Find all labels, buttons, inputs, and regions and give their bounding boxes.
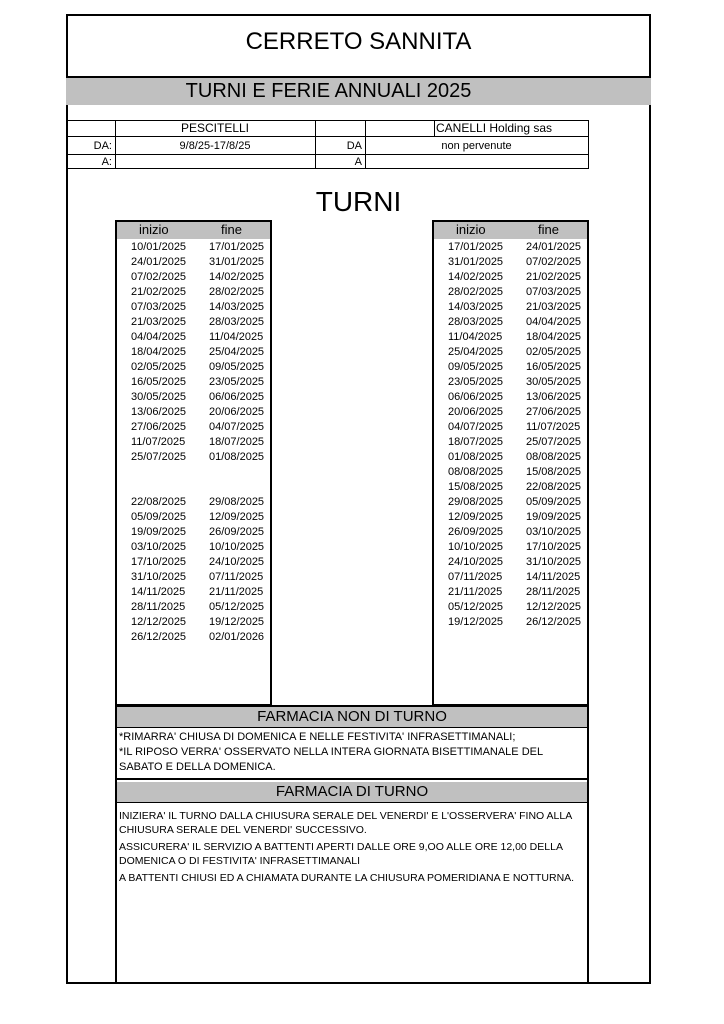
grid-line <box>66 136 589 137</box>
turno-end-date: 07/02/2025 <box>526 256 582 268</box>
table-row <box>434 555 587 570</box>
col-header-end: fine <box>538 222 559 237</box>
turno-start-date: 06/06/2025 <box>448 391 504 403</box>
table-row <box>117 555 270 570</box>
table-row <box>117 300 270 315</box>
turno-start-date: 21/02/2025 <box>131 286 187 298</box>
turno-end-date: 17/01/2025 <box>209 241 265 253</box>
turno-end-date: 18/04/2025 <box>526 331 582 343</box>
table-row <box>434 315 587 330</box>
pharmacy-right-name: CANELLI Holding sas <box>436 121 553 135</box>
pharmacy-left-name: PESCITELLI <box>180 121 250 135</box>
page-subtitle: TURNI E FERIE ANNUALI 2025 <box>185 80 472 102</box>
table-row <box>117 480 270 495</box>
table-row <box>434 540 587 555</box>
grid-line <box>588 120 589 168</box>
turno-end-date: 15/08/2025 <box>526 466 582 478</box>
table-row <box>434 495 587 510</box>
turno-end-date: 08/08/2025 <box>526 451 582 463</box>
turno-start-date: 10/01/2025 <box>131 241 187 253</box>
non-di-turno-section <box>115 705 589 780</box>
turno-end-date: 16/05/2025 <box>526 361 582 373</box>
turno-end-date: 07/03/2025 <box>526 286 582 298</box>
turno-end-date: 26/09/2025 <box>209 526 265 538</box>
turno-end-date: 31/10/2025 <box>526 556 582 568</box>
rule-line: *RIMARRA' CHIUSA DI DOMENICA E NELLE FESTIVITA' INFRASETTIMANALI; <box>119 731 516 743</box>
table-row <box>117 420 270 435</box>
turno-end-date: 02/01/2026 <box>209 631 265 643</box>
da-label-left: DA: <box>93 140 112 152</box>
table-row <box>117 600 270 615</box>
turni-table-left <box>115 220 272 706</box>
turno-start-date: 04/04/2025 <box>131 331 187 343</box>
table-row <box>117 375 270 390</box>
turno-end-date: 04/07/2025 <box>209 421 265 433</box>
turno-start-date: 12/09/2025 <box>448 511 504 523</box>
col-header-end: fine <box>221 222 242 237</box>
table-row <box>434 570 587 585</box>
turno-start-date: 14/11/2025 <box>131 586 186 598</box>
turno-start-date: 18/07/2025 <box>448 436 504 448</box>
turno-end-date: 28/03/2025 <box>209 316 265 328</box>
table-row <box>117 360 270 375</box>
turno-start-date: 14/03/2025 <box>448 301 504 313</box>
turno-end-date: 03/10/2025 <box>526 526 582 538</box>
turno-start-date: 28/03/2025 <box>448 316 504 328</box>
table-row <box>117 390 270 405</box>
turni-heading: TURNI <box>315 186 402 217</box>
turno-start-date: 19/09/2025 <box>131 526 187 538</box>
turno-start-date: 12/12/2025 <box>131 616 187 628</box>
subtitle-bar <box>66 78 651 105</box>
table-row <box>434 450 587 465</box>
turni-rows-left <box>117 240 270 700</box>
table-row <box>434 240 587 255</box>
turno-end-date: 17/10/2025 <box>526 541 582 553</box>
turno-start-date: 27/06/2025 <box>131 421 187 433</box>
table-header <box>117 222 270 239</box>
turno-end-date: 29/08/2025 <box>209 496 265 508</box>
page-title: CERRETO SANNITA <box>245 28 472 55</box>
turno-end-date: 27/06/2025 <box>526 406 582 418</box>
turno-start-date: 15/08/2025 <box>448 481 504 493</box>
section-heading: FARMACIA DI TURNO <box>117 782 587 803</box>
table-row <box>117 540 270 555</box>
turno-start-date: 24/10/2025 <box>448 556 504 568</box>
table-row <box>117 525 270 540</box>
turno-start-date: 21/11/2025 <box>448 586 503 598</box>
turno-start-date: 09/05/2025 <box>448 361 504 373</box>
table-row <box>434 600 587 615</box>
rule-paragraph: ASSICURERA' IL SERVIZIO A BATTENTI APERTI DALLE ORE 9,OO ALLE ORE 12,00 DELLA DOMENICA O DI FESTIVITA' INFRASETTIMANALI <box>119 841 563 867</box>
turno-start-date: 25/04/2025 <box>448 346 504 358</box>
turno-end-date: 28/11/2025 <box>526 586 581 598</box>
col-header-start: inizio <box>139 222 169 237</box>
table-row <box>117 345 270 360</box>
turno-start-date: 18/04/2025 <box>131 346 187 358</box>
grid-line <box>434 120 435 136</box>
table-row <box>117 450 270 465</box>
turno-start-date: 05/12/2025 <box>448 601 504 613</box>
turno-end-date: 31/01/2025 <box>209 256 265 268</box>
turno-start-date: 26/12/2025 <box>131 631 187 643</box>
table-row <box>434 390 587 405</box>
table-row <box>434 435 587 450</box>
turno-end-date: 01/08/2025 <box>209 451 265 463</box>
da-label-right: DA <box>346 140 362 152</box>
table-row <box>117 405 270 420</box>
turno-end-date: 25/07/2025 <box>526 436 582 448</box>
col-header-start: inizio <box>456 222 486 237</box>
turno-start-date: 07/03/2025 <box>131 301 187 313</box>
turno-start-date: 31/01/2025 <box>448 256 504 268</box>
turno-end-date: 24/10/2025 <box>209 556 265 568</box>
turno-start-date: 30/05/2025 <box>131 391 187 403</box>
turno-end-date: 21/02/2025 <box>526 271 582 283</box>
turno-end-date: 18/07/2025 <box>209 436 265 448</box>
turni-table-right <box>432 220 589 706</box>
table-row <box>434 525 587 540</box>
turno-start-date: 05/09/2025 <box>131 511 187 523</box>
turno-start-date: 29/08/2025 <box>448 496 504 508</box>
turno-end-date: 06/06/2025 <box>209 391 265 403</box>
table-row <box>117 495 270 510</box>
turno-start-date: 11/04/2025 <box>448 331 503 343</box>
turno-end-date: 07/11/2025 <box>209 571 264 583</box>
table-row <box>434 270 587 285</box>
table-row <box>117 270 270 285</box>
table-row <box>117 285 270 300</box>
turno-end-date: 12/12/2025 <box>526 601 582 613</box>
a-label-left: A: <box>101 156 112 168</box>
turno-start-date: 31/10/2025 <box>131 571 187 583</box>
turno-end-date: 12/09/2025 <box>209 511 265 523</box>
turno-start-date: 19/12/2025 <box>448 616 504 628</box>
turno-end-date: 20/06/2025 <box>209 406 265 418</box>
turno-end-date: 19/09/2025 <box>526 511 582 523</box>
turno-start-date: 11/07/2025 <box>131 436 186 448</box>
turno-start-date: 20/06/2025 <box>448 406 504 418</box>
table-row <box>434 465 587 480</box>
turno-start-date: 25/07/2025 <box>131 451 187 463</box>
turno-end-date: 22/08/2025 <box>526 481 582 493</box>
turno-start-date: 07/11/2025 <box>448 571 503 583</box>
table-row <box>117 570 270 585</box>
table-row <box>434 375 587 390</box>
table-row <box>434 255 587 270</box>
turno-end-date: 14/02/2025 <box>209 271 265 283</box>
turno-end-date: 25/04/2025 <box>209 346 265 358</box>
table-row <box>434 510 587 525</box>
turno-start-date: 02/05/2025 <box>131 361 187 373</box>
turno-end-date: 11/04/2025 <box>209 331 264 343</box>
turno-start-date: 28/02/2025 <box>448 286 504 298</box>
turno-start-date: 10/10/2025 <box>448 541 504 553</box>
table-row <box>434 330 587 345</box>
ferie-period-right: non pervenute <box>441 140 512 152</box>
table-header <box>434 222 587 239</box>
table-row <box>434 345 587 360</box>
turno-start-date: 17/01/2025 <box>448 241 504 253</box>
table-row <box>434 300 587 315</box>
table-row <box>434 480 587 495</box>
table-row <box>117 330 270 345</box>
turno-start-date: 03/10/2025 <box>131 541 187 553</box>
table-row <box>117 630 270 645</box>
turno-start-date: 07/02/2025 <box>131 271 187 283</box>
turno-end-date: 04/04/2025 <box>526 316 582 328</box>
table-row <box>117 585 270 600</box>
turno-end-date: 14/11/2025 <box>526 571 581 583</box>
di-turno-section <box>115 778 589 984</box>
table-row <box>117 615 270 630</box>
turno-start-date: 21/03/2025 <box>131 316 187 328</box>
turno-start-date: 01/08/2025 <box>448 451 504 463</box>
turno-start-date: 23/05/2025 <box>448 376 504 388</box>
table-row <box>434 285 587 300</box>
turno-end-date: 23/05/2025 <box>209 376 265 388</box>
turno-start-date: 22/08/2025 <box>131 496 187 508</box>
turno-start-date: 17/10/2025 <box>131 556 187 568</box>
turno-end-date: 28/02/2025 <box>209 286 265 298</box>
turno-end-date: 21/11/2025 <box>209 586 264 598</box>
rule-paragraph: A BATTENTI CHIUSI ED A CHIAMATA DURANTE LA CHIUSURA POMERIDIANA E NOTTURNA. <box>119 872 575 884</box>
turno-start-date: 28/11/2025 <box>131 601 186 613</box>
table-row <box>434 420 587 435</box>
rule-line: *IL RIPOSO VERRA' OSSERVATO NELLA INTERA GIORNATA BISETTIMANALE DEL SABATO E DELLA DOMENICA. <box>119 746 543 773</box>
table-row <box>117 510 270 525</box>
turno-end-date: 13/06/2025 <box>526 391 582 403</box>
turno-end-date: 26/12/2025 <box>526 616 582 628</box>
section-heading: FARMACIA NON DI TURNO <box>117 707 587 728</box>
ferie-period-left: 9/8/25-17/8/25 <box>179 140 251 152</box>
table-row <box>117 240 270 255</box>
turno-start-date: 04/07/2025 <box>448 421 504 433</box>
table-row <box>117 255 270 270</box>
turno-end-date: 09/05/2025 <box>209 361 265 373</box>
turno-end-date: 30/05/2025 <box>526 376 582 388</box>
turno-start-date: 14/02/2025 <box>448 271 504 283</box>
turno-end-date: 24/01/2025 <box>526 241 582 253</box>
turno-end-date: 19/12/2025 <box>209 616 265 628</box>
turno-start-date: 24/01/2025 <box>131 256 187 268</box>
turno-start-date: 08/08/2025 <box>448 466 504 478</box>
turno-start-date: 26/09/2025 <box>448 526 504 538</box>
table-row <box>117 435 270 450</box>
a-label-right: A <box>354 156 362 168</box>
turno-end-date: 11/07/2025 <box>526 421 581 433</box>
turno-start-date: 13/06/2025 <box>131 406 187 418</box>
table-row <box>434 360 587 375</box>
turno-end-date: 10/10/2025 <box>209 541 265 553</box>
section-body <box>117 803 587 885</box>
turno-end-date: 21/03/2025 <box>526 301 582 313</box>
turno-end-date: 02/05/2025 <box>526 346 582 358</box>
turno-start-date: 16/05/2025 <box>131 376 187 388</box>
table-row <box>434 585 587 600</box>
turno-end-date: 14/03/2025 <box>209 301 265 313</box>
table-row <box>117 315 270 330</box>
turni-rows-right <box>434 240 587 700</box>
table-row <box>434 615 587 630</box>
table-row <box>434 405 587 420</box>
rule-paragraph: INIZIERA' IL TURNO DALLA CHIUSURA SERALE DEL VENERDI' E L'OSSERVERA' FINO ALLA CHIUSURA SERALE DEL VENERDI' SUCCESSIVO. <box>119 810 572 836</box>
turno-end-date: 05/09/2025 <box>526 496 582 508</box>
table-row <box>117 465 270 480</box>
section-body <box>117 728 587 775</box>
turno-end-date: 05/12/2025 <box>209 601 265 613</box>
